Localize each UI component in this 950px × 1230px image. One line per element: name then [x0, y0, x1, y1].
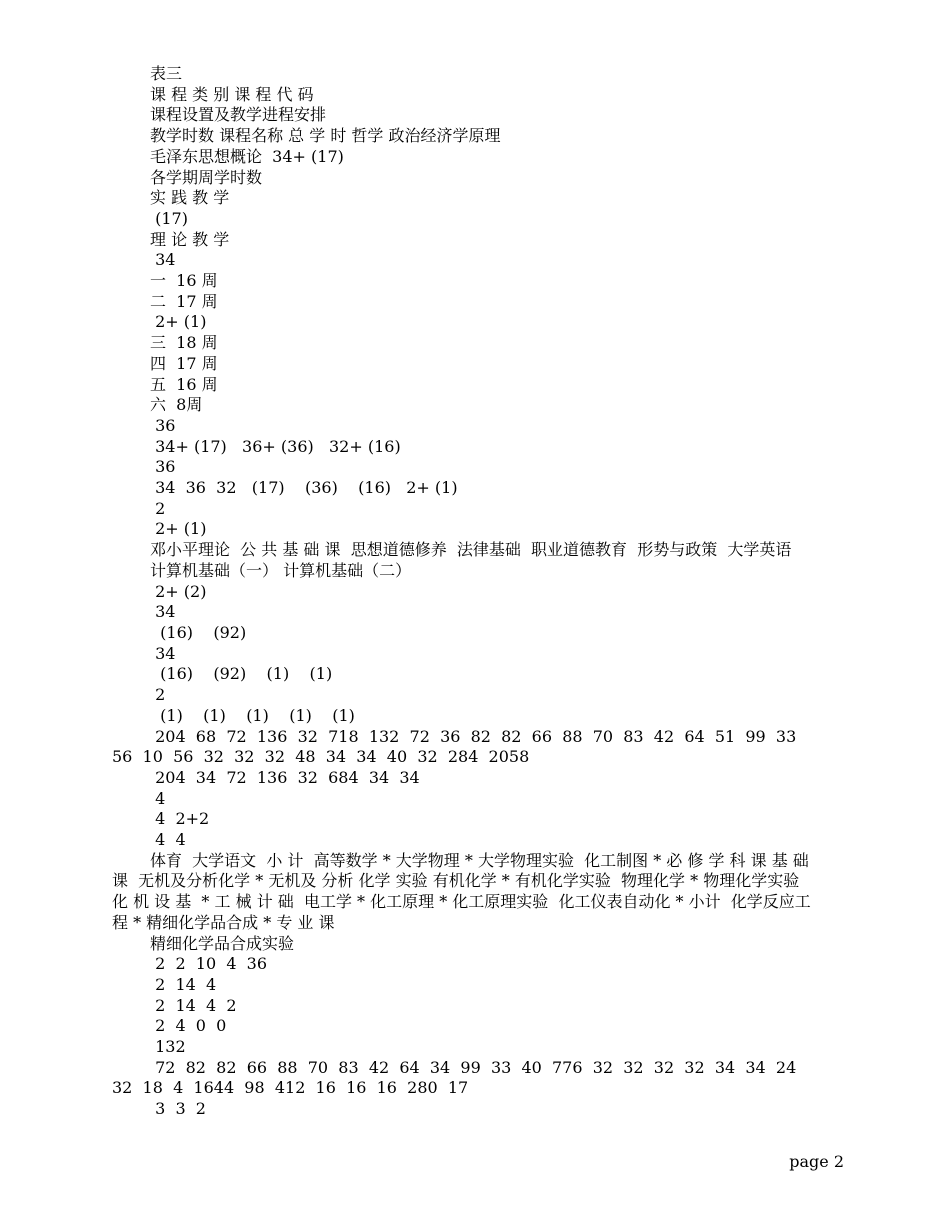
- text-line: 4 2+2: [150, 809, 210, 829]
- text-line: 课程设置及教学进程安排: [150, 105, 327, 125]
- text-line: 三 18 周: [150, 333, 218, 353]
- text-line: 2 14 4: [150, 974, 217, 994]
- text-line: 34+ (17) 36+ (36) 32+ (16): [150, 436, 401, 456]
- text-line: 36: [150, 415, 176, 435]
- text-line: 教学时数 课程名称 总 学 时 哲学 政治经济学原理: [150, 126, 501, 146]
- page-number: page 2: [789, 1152, 844, 1171]
- text-line: 4 4: [150, 830, 186, 850]
- text-line: 2 2 10 4 36: [150, 954, 268, 974]
- text-line: 36: [150, 457, 176, 477]
- document-body: [112, 64, 812, 1120]
- text-line: 二 17 周: [150, 291, 218, 311]
- text-line: 六 8周: [150, 395, 203, 415]
- text-line: 五 16 周: [150, 374, 218, 394]
- text-line: 2: [150, 685, 166, 705]
- text-line: 精细化学品合成实验: [150, 933, 295, 953]
- text-line: 72 82 82 66 88 70 83 42 64 34 99 33 40 776 32 32 32 32 34 34 24 32 18 4 1644 98 412 16 16 16 280 17: [112, 1057, 807, 1098]
- text-line: 204 34 72 136 32 684 34 34: [150, 767, 420, 787]
- text-line: 2: [150, 498, 166, 518]
- text-line: 毛泽东思想概论 34+ (17): [150, 146, 344, 166]
- text-line: (16) (92) (1) (1): [150, 664, 333, 684]
- text-line: 2+ (1): [150, 519, 207, 539]
- text-line: 34: [150, 643, 176, 663]
- text-line: 3 3 2: [150, 1099, 206, 1119]
- text-line: (1) (1) (1) (1) (1): [150, 705, 355, 725]
- text-line: 课 程 类 别 课 程 代 码: [150, 84, 314, 104]
- text-line: 204 68 72 136 32 718 132 72 36 82 82 66 88 70 83 42 64 51 99 33 56 10 56 32 32 32 48 34 34 40 32 284 2058: [112, 726, 807, 767]
- text-line: 四 17 周: [150, 353, 218, 373]
- text-line: 邓小平理论 公 共 基 础 课 思想道德修养 法律基础 职业道德教育 形势与政策 大学英语: [150, 540, 792, 560]
- text-line: 132: [150, 1037, 186, 1057]
- text-line: 34: [150, 602, 176, 622]
- text-line: 2+ (2): [150, 581, 207, 601]
- text-line: 理 论 教 学: [150, 229, 230, 249]
- text-line: 各学期周学时数: [150, 167, 263, 187]
- text-line: 2 14 4 2: [150, 995, 237, 1015]
- text-line: 2+ (1): [150, 312, 207, 332]
- text-line: 表三: [150, 64, 183, 83]
- text-line: 一 16 周: [150, 271, 218, 291]
- text-line: (16) (92): [150, 622, 247, 642]
- text-line: (17): [150, 208, 188, 228]
- text-line: 34: [150, 250, 176, 270]
- text-line: 4: [150, 788, 166, 808]
- text-line: 2 4 0 0: [150, 1016, 227, 1036]
- text-line: 体育 大学语文 小 计 高等数学 * 大学物理 * 大学物理实验 化工制图 * 必 修 学 科 课 基 础 课 无机及分析化学 * 无机及 分析 化学 实验 有机化学 * 有机化学实验 物理化学 * 物理化学实验 化 机 设 基 * 工 械 计 础 电工学 * 化工原理 * 化工原理实验 化工仪表自动化 * 小计 化学反应工程 * 精细化学品合成 * 专 业 课: [112, 850, 814, 932]
- text-line: 实 践 教 学: [150, 188, 230, 208]
- text-line: 34 36 32 (17) (36) (16) 2+ (1): [150, 478, 458, 498]
- text-line: 计算机基础（一） 计算机基础（二）: [150, 560, 412, 580]
